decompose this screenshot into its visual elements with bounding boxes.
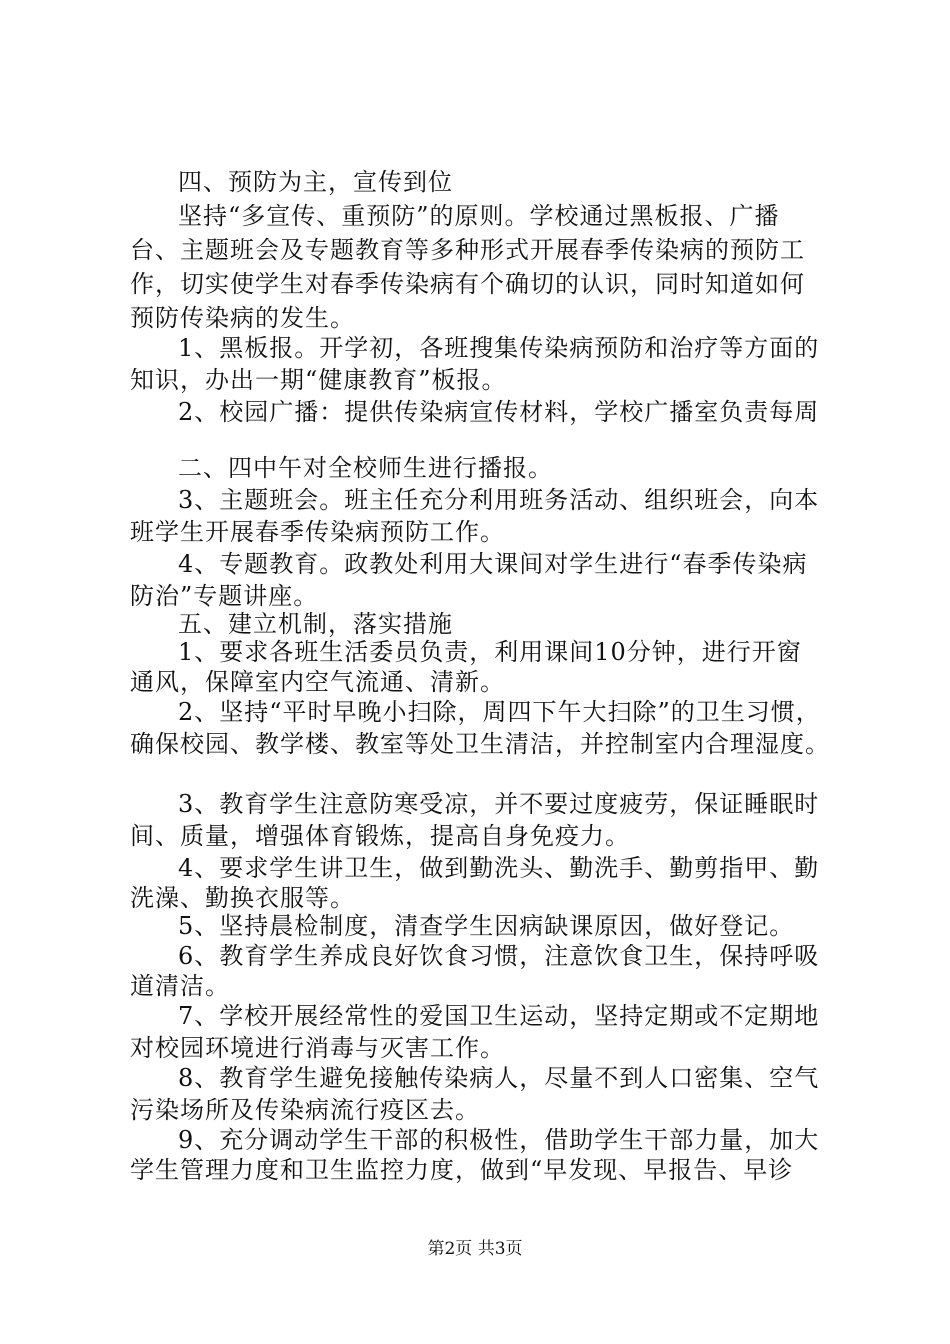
text-line: 6、教育学生养成良好饮食习惯，注意饮食卫生，保持呼吸 — [178, 942, 820, 970]
text-line: 4、专题教育。政教处利用大课间对学生进行“春季传染病 — [178, 550, 808, 578]
text-line: 预防传染病的发生。 — [130, 304, 355, 332]
text-line: 1、黑板报。开学初，各班搜集传染病预防和治疗等方面的 — [178, 334, 820, 362]
section-heading-mechanism: 五、建立机制，落实措施 — [178, 610, 453, 638]
text-line: 间、质量，增强体育锻炼，提高自身免疫力。 — [130, 822, 630, 850]
text-line: 台、主题班会及专题教育等多种形式开展春季传染病的预防工 — [130, 236, 805, 264]
text-line: 道清洁。 — [130, 972, 230, 1000]
text-line: 4、要求学生讲卫生，做到勤洗头、勤洗手、勤剪指甲、勤 — [178, 854, 820, 882]
text-line: 班学生开展春季传染病预防工作。 — [130, 518, 505, 546]
text-line: 洗澡、勤换衣服等。 — [130, 884, 355, 912]
text-line: 3、主题班会。班主任充分利用班务活动、组织班会，向本 — [178, 486, 820, 514]
text-line: 8、教育学生避免接触传染病人，尽量不到人口密集、空气 — [178, 1064, 820, 1092]
text-line: 坚持“多宣传、重预防”的原则。学校通过黑板报、广播 — [178, 202, 780, 230]
text-line: 二、四中午对全校师生进行播报。 — [178, 454, 553, 482]
text-line: 学生管理力度和卫生监控力度，做到“早发现、早报告、早诊 — [130, 1156, 794, 1184]
text-line: 确保校园、教学楼、教室等处卫生清洁，并控制室内合理湿度。 — [130, 730, 830, 758]
section-heading-prevention: 四、预防为主，宣传到位 — [178, 168, 453, 196]
text-line: 9、充分调动学生干部的积极性，借助学生干部力量，加大 — [178, 1126, 820, 1154]
text-line: 防治”专题讲座。 — [130, 582, 319, 610]
text-line: 1、要求各班生活委员负责，利用课间10分钟，进行开窗 — [178, 638, 802, 666]
text-line: 5、坚持晨检制度，清查学生因病缺课原因，做好登记。 — [178, 912, 795, 940]
text-line: 知识，办出一期“健康教育”板报。 — [130, 366, 507, 394]
page-number-footer: 第2页 共3页 — [427, 1239, 523, 1259]
text-line: 7、学校开展经常性的爱国卫生运动，坚持定期或不定期地 — [178, 1002, 820, 1030]
text-line: 对校园环境进行消毒与灭害工作。 — [130, 1034, 505, 1062]
text-line: 2、坚持“平时早晚小扫除，周四下午大扫除”的卫生习惯， — [178, 698, 821, 726]
text-line: 作，切实使学生对春季传染病有个确切的认识，同时知道如何 — [130, 270, 805, 298]
text-line: 污染场所及传染病流行疫区去。 — [130, 1096, 480, 1124]
text-line: 3、教育学生注意防寒受凉，并不要过度疲劳，保证睡眠时 — [178, 790, 820, 818]
text-line: 通风，保障室内空气流通、清新。 — [130, 668, 505, 696]
text-line: 2、校园广播：提供传染病宣传材料，学校广播室负责每周 — [178, 398, 820, 426]
